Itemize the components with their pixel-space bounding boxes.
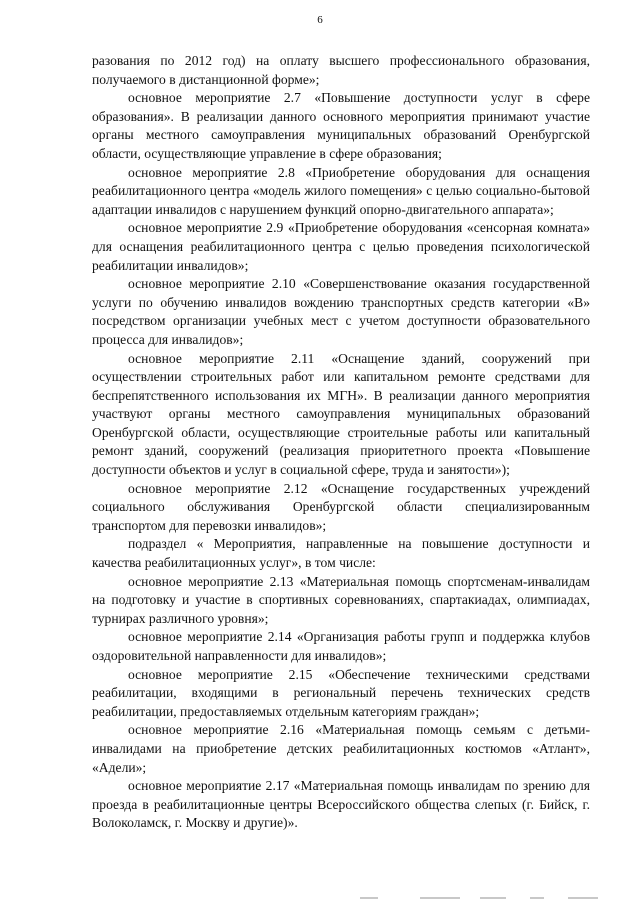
paragraph-measure-2-16: основное мероприятие 2.16 «Материальная помощь семьям с детьми-инвалидами на приобретение детских реабилитационных костюмов «Атлант», «Адели»; xyxy=(92,722,590,775)
paragraph-subsection-heading: подраздел « Мероприятия, направленные на повышение доступности и качества реабилитационных услуг», в том числе: xyxy=(92,536,590,571)
paragraph-measure-2-17: основное мероприятие 2.17 «Материальная помощь инвалидам по зрению для проезда в реабилитационные центры Всероссийского общества слепых (г. Бийск, г. Волоколамск, г. Москву и другие)». xyxy=(92,778,590,831)
scan-edge-marks xyxy=(360,897,620,901)
paragraph-measure-2-9: основное мероприятие 2.9 «Приобретение оборудования «сенсорная комната» для оснащения реабилитационного центра с целью проведения психологической реабилитации инвалидов»; xyxy=(92,220,590,273)
paragraph-continuation: разования по 2012 год) на оплату высшего профессионального образования, получаемого в дистанционной форме»; xyxy=(92,53,590,87)
paragraph-measure-2-12: основное мероприятие 2.12 «Оснащение государственных учреждений социального обслуживания Оренбургской области специализированным транспортом для перевозки инвалидов»; xyxy=(92,480,590,533)
document-body xyxy=(92,52,590,833)
paragraph-measure-2-11: основное мероприятие 2.11 «Оснащение зданий, сооружений при осуществлении строительных работ или капитальном ремонте средствами для беспрепятственного использования их МГН». В реализации данного мероприятия участвуют органы местного самоуправления муниципальных образований Оренбургской области, осуществляющие строительные работы или капитальный ремонт зданий, сооружений (реализация приоритетного проекта «Повышение доступности объектов и услуг в социальной сфере, труда и занятости»); xyxy=(92,350,590,478)
scan-mark xyxy=(530,897,544,899)
scan-mark xyxy=(480,897,506,899)
scan-mark xyxy=(568,897,598,899)
page-number: 6 xyxy=(317,14,323,26)
paragraph-measure-2-8: основное мероприятие 2.8 «Приобретение оборудования для оснащения реабилитационного центра «модель жилого помещения» с целью социально-бытовой адаптации инвалидов с нарушением функций опорно-двигательного аппарата»; xyxy=(92,164,590,217)
paragraph-measure-2-10: основное мероприятие 2.10 «Совершенствование оказания государственной услуги по обучению инвалидов вождению транспортных средств категории «В» посредством организации учебных мест с учетом доступности образовательного процесса для инвалидов»; xyxy=(92,276,590,347)
paragraph-measure-2-15: основное мероприятие 2.15 «Обеспечение техническими средствами реабилитации, входящими в региональный перечень технических средств реабилитации, предоставляемых отдельным категориям граждан»; xyxy=(92,666,590,719)
paragraph-measure-2-13: основное мероприятие 2.13 «Материальная помощь спортсменам-инвалидам на подготовку и участие в спортивных соревнованиях, спартакиадах, олимпиадах, турнирах различного уровня»; xyxy=(92,573,590,626)
paragraph-measure-2-7: основное мероприятие 2.7 «Повышение доступности услуг в сфере образования». В реализации данного основного мероприятия принимают участие органы местного самоуправления муниципальных образований Оренбургской области, осуществляющие управление в сфере образования; xyxy=(92,90,590,161)
scan-mark xyxy=(360,897,378,899)
scan-mark xyxy=(420,897,460,899)
paragraph-measure-2-14: основное мероприятие 2.14 «Организация работы групп и поддержка клубов оздоровительной направленности для инвалидов»; xyxy=(92,629,590,663)
